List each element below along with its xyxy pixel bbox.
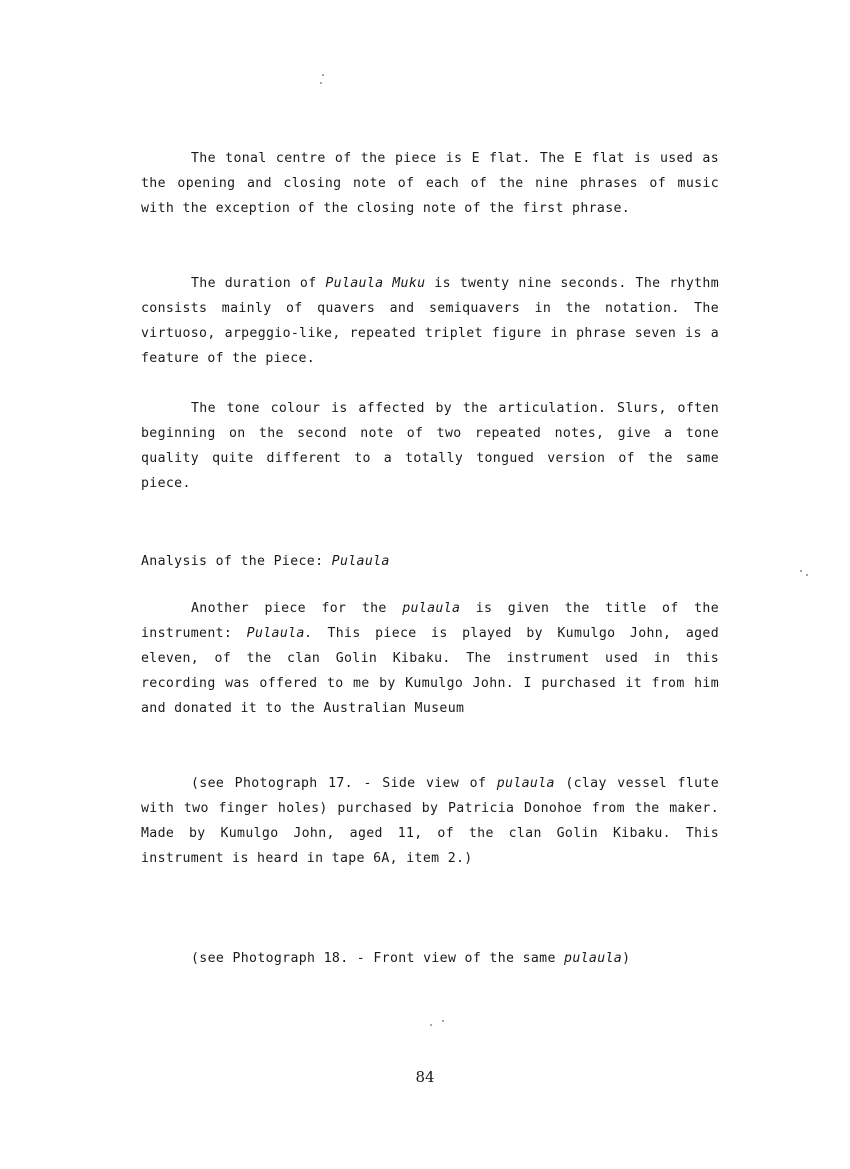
paragraph-photograph-17 xyxy=(141,771,719,871)
italic-term: Pulaula. xyxy=(246,626,313,641)
italic-title: Pulaula Muku xyxy=(325,276,426,291)
paragraph-tone-colour: The tone colour is affected by the articulation. Slurs, often beginning on the second note of two repeated notes, give a tone quality quite different to a totally tongued version of the same piece. xyxy=(141,401,719,491)
scan-speck xyxy=(320,82,322,84)
italic-term: pulaula xyxy=(564,951,623,966)
section-heading xyxy=(141,549,390,574)
scan-speck xyxy=(806,574,808,576)
scan-speck xyxy=(442,1020,444,1022)
scan-speck xyxy=(800,570,802,572)
heading-italic: Pulaula xyxy=(331,554,390,569)
text-run: This piece is played by Kumulgo John, aged eleven, of the clan Golin Kibaku. The instrument used in this recording was offered to me by Kumulgo John. I purchased it from him and donated it to the Australian Museum xyxy=(141,626,719,716)
text-run: ) xyxy=(622,951,631,966)
text-run: Another piece for the xyxy=(191,601,403,616)
italic-term: pulaula xyxy=(496,776,555,791)
scan-speck xyxy=(322,74,324,76)
paragraph-duration xyxy=(141,271,719,371)
heading-text: Analysis of the Piece: xyxy=(141,554,332,569)
text-run: The duration of xyxy=(191,276,326,291)
text-run: is given the title of the instrument: xyxy=(141,601,719,641)
paragraph-another-piece xyxy=(141,596,719,721)
page-number: 84 xyxy=(415,1068,435,1086)
scan-speck xyxy=(430,1024,432,1026)
italic-term: pulaula xyxy=(402,601,461,616)
text-run: (clay vessel flute with two finger holes) purchased by Patricia Donohoe from the maker. Made by Kumulgo John, aged 11, of the clan Golin Kibaku. This instrument is heard in tape 6A, item 2.) xyxy=(141,776,719,866)
text-run: (see Photograph 18. - Front view of the same xyxy=(191,951,565,966)
paragraph-photograph-18 xyxy=(141,946,719,971)
text-run: (see Photograph 17. - Side view of xyxy=(191,776,497,791)
text-run: is twenty nine seconds. The rhythm consists mainly of quavers and semiquavers in the notation. The virtuoso, arpeggio-like, repeated triplet figure in phrase seven is a feature of the piece. xyxy=(141,276,719,366)
paragraph-tonal-centre: The tonal centre of the piece is E flat. The E flat is used as the opening and closing note of each of the nine phrases of music with the exception of the closing note of the first phrase. xyxy=(141,151,719,216)
